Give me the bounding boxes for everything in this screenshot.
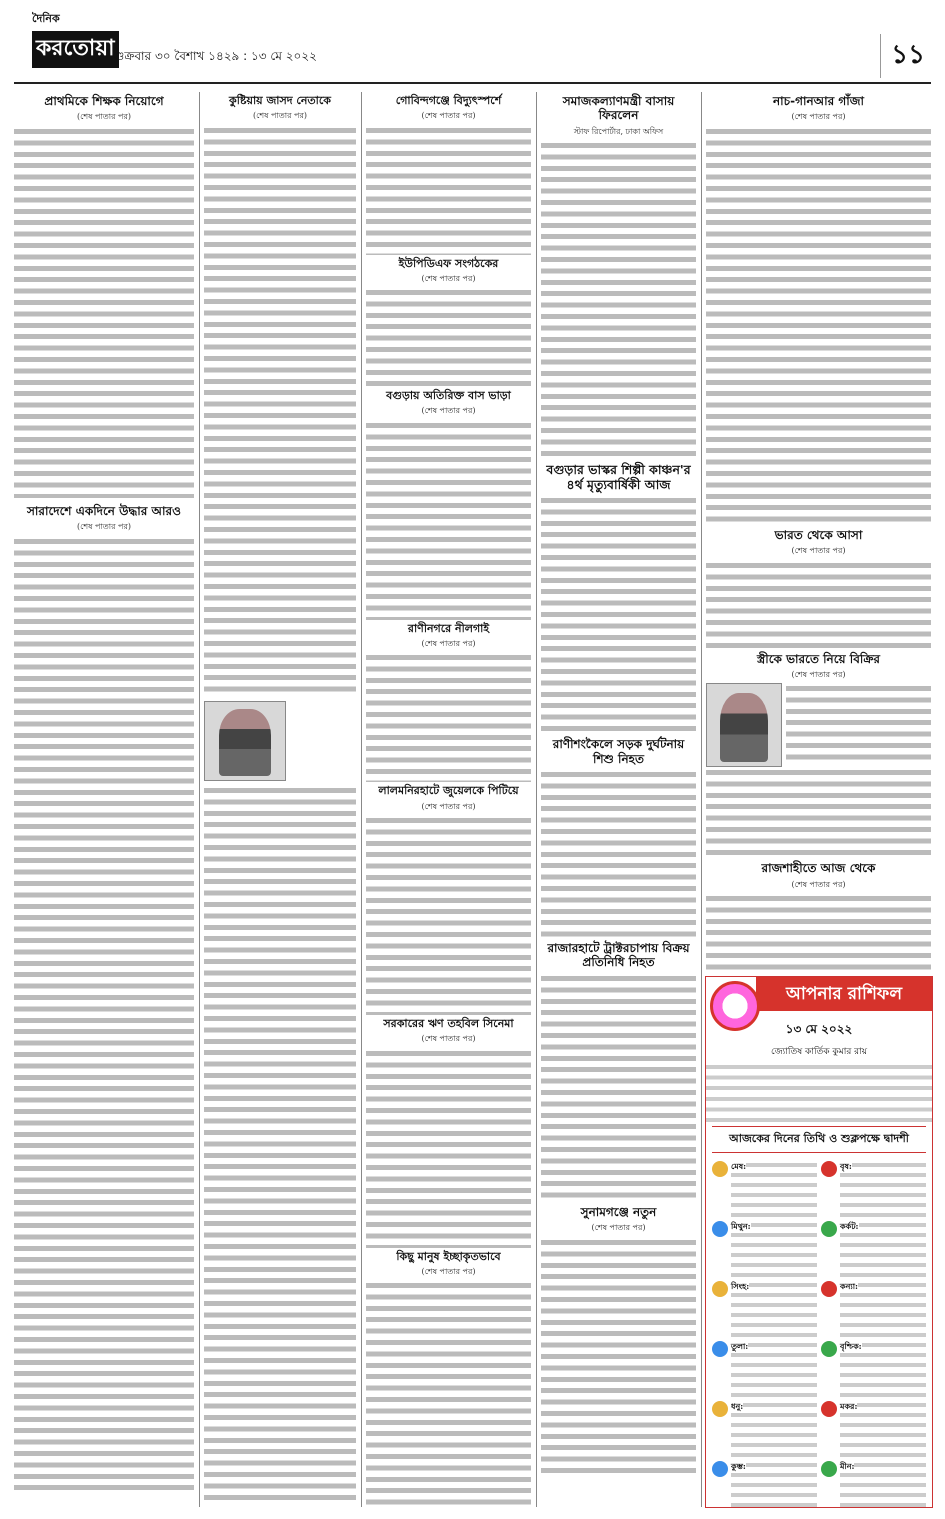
- zodiac-sign-text: [731, 1461, 817, 1508]
- column-rule: [701, 92, 702, 1507]
- zodiac-sign-label: বৃশ্চিক:: [840, 1341, 862, 1351]
- zodiac-sign-label: মেষ:: [731, 1161, 747, 1171]
- zodiac-sign-label: তুলা:: [731, 1341, 749, 1351]
- zodiac-sign-label: মকর:: [840, 1401, 858, 1411]
- column-4: [541, 92, 696, 1507]
- column-rule: [536, 92, 537, 1507]
- zodiac-sign-label: ধনু:: [731, 1401, 744, 1411]
- horoscope-intro: [706, 1062, 932, 1122]
- news-photo: [204, 701, 286, 781]
- continuation-note: (শেষ পাতার পর): [791, 669, 846, 679]
- body-text: [706, 767, 931, 859]
- body-text: [541, 973, 696, 1203]
- headline: লালমনিরহাটে জুয়েলকে পিটিয়ে: [378, 784, 519, 798]
- continuation-note: (শেষ পাতার পর): [421, 273, 476, 283]
- column-rule: [361, 92, 362, 1507]
- news-photo: [706, 683, 782, 767]
- continuation-note: (শেষ পাতার পর): [76, 522, 132, 532]
- zodiac-sign-text: [731, 1401, 817, 1459]
- zodiac-sign-text: [731, 1281, 817, 1339]
- headline: রাজারহাটে ট্রাক্টরচাপায় বিক্রয় প্রতিনিধি নিহত: [547, 940, 690, 970]
- zodiac-sign-text: [731, 1221, 817, 1279]
- masthead: [14, 8, 931, 84]
- horoscope-today-heading: আজকের দিনের তিথি ও শুক্লপক্ষে দ্বাদশী: [712, 1126, 926, 1153]
- continuation-note: (শেষ পাতার পর): [791, 879, 846, 889]
- body-text: [706, 560, 931, 650]
- zodiac-sign-label: কন্যা:: [840, 1281, 858, 1291]
- body-text: [706, 126, 931, 526]
- body-text: [541, 140, 696, 460]
- zodiac-sign-text: [840, 1221, 926, 1279]
- continuation-note: (শেষ পাতার পর): [421, 111, 476, 121]
- zodiac-wheel-icon: [710, 981, 760, 1031]
- body-text: [366, 287, 531, 387]
- body-text: [541, 495, 696, 735]
- zodiac-sign-item: [712, 1161, 817, 1219]
- continuation-note: (শেষ পাতার পর): [421, 801, 476, 811]
- continuation-note: (শেষ পাতার পর): [252, 111, 308, 121]
- headline: কুষ্টিয়ায় জাসদ নেতাকে: [229, 94, 331, 107]
- column-3: [366, 92, 531, 1507]
- zodiac-icon: [712, 1461, 728, 1477]
- body-text: [204, 125, 356, 697]
- body-text: [541, 769, 696, 939]
- zodiac-sign-label: কর্কট:: [840, 1221, 859, 1231]
- headline: প্রাথমিকে শিক্ষক নিয়োগে: [44, 94, 164, 108]
- horoscope-author: জ্যোতিষ কার্তিক কুমার রায়: [770, 1047, 868, 1057]
- body-text: [541, 1237, 696, 1477]
- byline: স্টাফ রিপোর্টার, ঢাকা অফিস: [573, 126, 664, 136]
- zodiac-sign-item: [712, 1401, 817, 1459]
- body-text: [204, 785, 356, 1505]
- headline: সারাদেশে একদিনে উদ্ধার আরও: [27, 503, 181, 518]
- horoscope-title: আপনার রাশিফল: [756, 977, 932, 1011]
- headline: বগুড়ার ভাস্কর শিল্পী কাঞ্চন'র ৪র্থ মৃত্যুবার্ষিকী আজ: [546, 462, 691, 493]
- headline: রাজশাহীতে আজ থেকে: [761, 861, 876, 876]
- zodiac-sign-item: [821, 1221, 926, 1279]
- zodiac-icon: [712, 1221, 728, 1237]
- zodiac-sign-item: [712, 1221, 817, 1279]
- continuation-note: (শেষ পাতার পর): [76, 112, 132, 122]
- logo-big-text: করতোয়া: [32, 31, 119, 68]
- headline: ইউপিডিএফ সংগঠকের: [398, 256, 499, 270]
- headline: কিছু মানুষ ইচ্ছাকৃতভাবে: [396, 1249, 501, 1263]
- zodiac-sign-label: বৃষ:: [840, 1161, 852, 1171]
- zodiac-sign-item: [821, 1461, 926, 1508]
- zodiac-icon: [821, 1341, 837, 1357]
- body-text: [366, 652, 531, 782]
- zodiac-icon: [712, 1161, 728, 1177]
- column-1: [14, 92, 194, 1507]
- horoscope-date: ১৩ মে ২০২২: [785, 1022, 853, 1036]
- zodiac-sign-text: [731, 1341, 817, 1399]
- page-number: ১১: [880, 34, 925, 78]
- body-text: [14, 536, 194, 1496]
- zodiac-icon: [712, 1341, 728, 1357]
- zodiac-sign-text: [731, 1161, 817, 1219]
- headline: সুনামগঞ্জে নতুন: [580, 1204, 657, 1219]
- zodiac-sign-item: [712, 1461, 817, 1508]
- zodiac-sign-item: [821, 1401, 926, 1459]
- zodiac-sign-item: [712, 1281, 817, 1339]
- zodiac-sign-text: [840, 1281, 926, 1339]
- body-text: [366, 420, 531, 620]
- body-text: [786, 683, 931, 765]
- newspaper-logo: [32, 10, 115, 80]
- zodiac-sign-label: কুম্ভ:: [731, 1461, 746, 1471]
- zodiac-icon: [821, 1281, 837, 1297]
- body-text: [366, 1280, 531, 1507]
- zodiac-sign-item: [821, 1161, 926, 1219]
- continuation-note: (শেষ পাতার পর): [421, 406, 476, 416]
- zodiac-sign-text: [840, 1401, 926, 1459]
- body-text: [366, 125, 531, 255]
- continuation-note: (শেষ পাতার পর): [591, 1223, 646, 1233]
- headline: সরকারের ঋণ তহবিল সিনেমা: [383, 1016, 514, 1030]
- zodiac-icon: [821, 1401, 837, 1417]
- body-text: [706, 893, 931, 972]
- headline: নাচ-গানআর গাঁজা: [773, 94, 864, 108]
- zodiac-icon: [821, 1461, 837, 1477]
- logo-small-text: দৈনিক: [32, 12, 60, 25]
- continuation-note: (শেষ পাতার পর): [421, 638, 476, 648]
- zodiac-sign-label: মীন:: [840, 1461, 855, 1471]
- zodiac-sign-label: মিথুন:: [731, 1221, 751, 1231]
- body-text: [366, 1048, 531, 1248]
- body-text: [366, 815, 531, 1015]
- headline: স্ত্রীকে ভারতে নিয়ে বিক্রির: [757, 651, 880, 666]
- zodiac-icon: [712, 1281, 728, 1297]
- zodiac-sign-item: [821, 1341, 926, 1399]
- zodiac-icon: [821, 1161, 837, 1177]
- column-5: [706, 92, 931, 972]
- continuation-note: (শেষ পাতার পর): [421, 1266, 476, 1276]
- column-2: [204, 92, 356, 1507]
- zodiac-grid: [706, 1157, 932, 1508]
- zodiac-sign-item: [712, 1341, 817, 1399]
- zodiac-icon: [821, 1221, 837, 1237]
- zodiac-sign-item: [821, 1281, 926, 1339]
- headline: রাণীশংকৈলে সড়ক দুর্ঘটনায় শিশু নিহত: [552, 737, 685, 766]
- zodiac-icon: [712, 1401, 728, 1417]
- body-text: [14, 126, 194, 498]
- continuation-note: (শেষ পাতার পর): [791, 112, 846, 122]
- zodiac-sign-label: সিংহ:: [731, 1281, 750, 1291]
- headline: সমাজকল্যাণমন্ত্রী বাসায় ফিরলেন: [562, 94, 675, 123]
- horoscope-box: [705, 976, 933, 1508]
- headline: বগুড়ায় অতিরিক্ত বাস ভাড়া: [386, 389, 511, 403]
- zodiac-sign-text: [840, 1341, 926, 1399]
- zodiac-sign-text: [840, 1461, 926, 1508]
- continuation-note: (শেষ পাতার পর): [421, 1034, 476, 1044]
- zodiac-sign-text: [840, 1161, 926, 1219]
- headline: গোবিন্দগঞ্জে বিদ্যুৎস্পর্শে: [395, 94, 502, 107]
- headline: রাণীনগরে নীলগাই: [407, 621, 490, 635]
- headline: ভারত থেকে আসা: [774, 527, 863, 542]
- continuation-note: (শেষ পাতার পর): [791, 546, 846, 556]
- column-rule: [199, 92, 200, 1507]
- dateline: শুক্রবার ৩০ বৈশাখ ১৪২৯ : ১৩ মে ২০২২: [114, 49, 317, 63]
